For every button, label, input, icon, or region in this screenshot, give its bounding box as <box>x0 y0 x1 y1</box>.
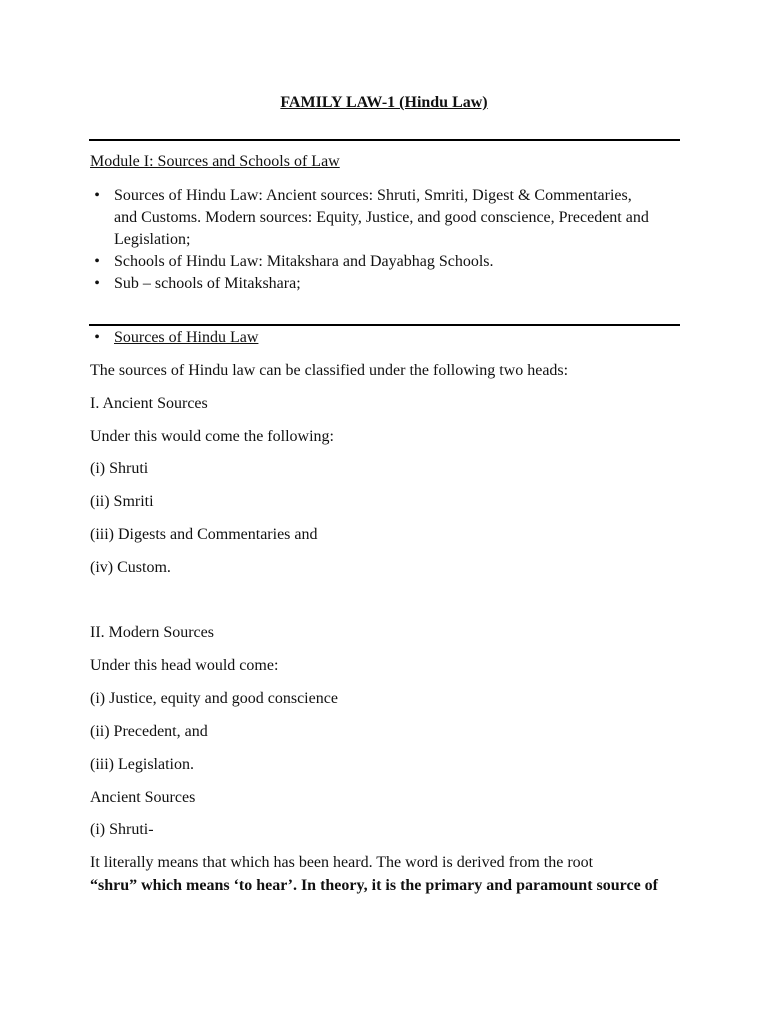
list-item: (i) Justice, equity and good conscience <box>90 690 338 707</box>
bullet-icon: • <box>94 253 100 270</box>
modern-sources-heading: II. Modern Sources <box>90 624 214 641</box>
list-item <box>90 185 650 251</box>
paragraph-line: “shru” which means ‘to hear’. In theory, it is the primary and paramount source of <box>90 877 658 894</box>
horizontal-rule <box>89 324 680 326</box>
list-item: (iii) Digests and Commentaries and <box>90 526 318 543</box>
ancient-sources-heading: I. Ancient Sources <box>90 395 208 412</box>
list-item: (i) Shruti <box>90 460 149 477</box>
module-bullet-list <box>90 185 650 295</box>
section-heading <box>90 328 258 348</box>
list-item-text: Schools of Hindu Law: Mitakshara and Dayabhag Schools. <box>114 253 494 270</box>
list-item-text: Sources of Hindu Law: Ancient sources: Shruti, Smriti, Digest & Commentaries, and Customs. Modern sources: Equity, Justice, and good conscience, Precedent and Legislation; <box>114 187 649 248</box>
list-item-text: Sub – schools of Mitakshara; <box>114 275 301 292</box>
module-heading: Module I: Sources and Schools of Law <box>90 153 340 170</box>
section-heading-label: Sources of Hindu Law <box>114 329 259 346</box>
horizontal-rule <box>89 139 680 141</box>
modern-sources-intro: Under this head would come: <box>90 657 279 674</box>
shruti-label: (i) Shruti- <box>90 821 154 838</box>
list-item: (iii) Legislation. <box>90 756 194 773</box>
bullet-icon: • <box>94 275 100 292</box>
ancient-sources-label: Ancient Sources <box>90 789 196 806</box>
ancient-sources-intro: Under this would come the following: <box>90 428 334 445</box>
list-item <box>90 273 650 295</box>
list-item: (ii) Precedent, and <box>90 723 208 740</box>
bullet-icon: • <box>94 329 100 346</box>
paragraph-line: It literally means that which has been heard. The word is derived from the root <box>90 854 594 871</box>
page-title: FAMILY LAW-1 (Hindu Law) <box>280 94 488 111</box>
intro-paragraph: The sources of Hindu law can be classified under the following two heads: <box>90 362 569 379</box>
list-item: (ii) Smriti <box>90 493 154 510</box>
list-item <box>90 251 650 273</box>
bullet-icon: • <box>94 187 100 204</box>
list-item: (iv) Custom. <box>90 559 171 576</box>
